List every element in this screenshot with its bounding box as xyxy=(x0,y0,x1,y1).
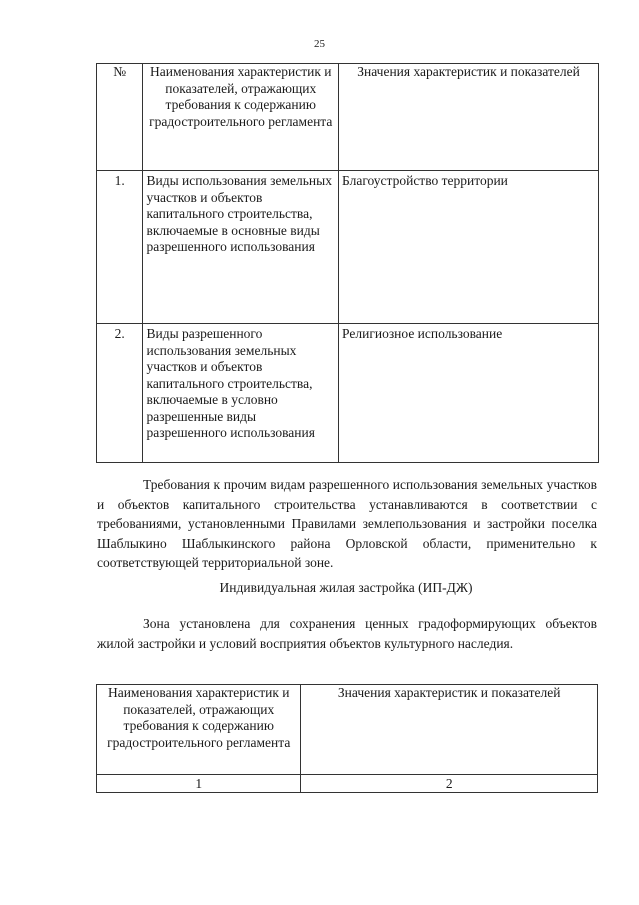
table-header-row xyxy=(97,685,598,775)
column-number: 2 xyxy=(301,775,598,793)
row-value: Благоустройство территории xyxy=(339,171,599,324)
row-name: Виды использования земельных участков и объектов капитального строительства, включаемые в основные виды разрешенного использования xyxy=(143,171,339,324)
page-number: 25 xyxy=(314,38,325,50)
table-row xyxy=(97,171,599,324)
row-value: Религиозное использование xyxy=(339,324,599,463)
header-num: № xyxy=(97,64,143,171)
header-value: Значения характеристик и показателей xyxy=(339,64,599,171)
column-numbering-row xyxy=(97,775,598,793)
row-num: 2. xyxy=(97,324,143,463)
header-name: Наименования характеристик и показателей, отражающих требования к содержанию градостроительного регламента xyxy=(97,685,301,775)
zone-table xyxy=(96,684,598,793)
column-number: 1 xyxy=(97,775,301,793)
table-row xyxy=(97,324,599,463)
table-header-row xyxy=(97,64,599,171)
zone-heading: Индивидуальная жилая застройка (ИП-ДЖ) xyxy=(219,580,473,595)
zone-description-paragraph: Зона установлена для сохранения ценных градоформирующих объектов жилой застройки и условий восприятия объектов культурного наследия. xyxy=(97,616,597,651)
row-name: Виды разрешенного использования земельных участков и объектов капитального строительства, включаемые в условно разрешенные виды разрешенного использования xyxy=(143,324,339,463)
header-value: Значения характеристик и показателей xyxy=(301,685,598,775)
header-name: Наименования характеристик и показателей, отражающих требования к содержанию градостроительного регламента xyxy=(143,64,339,171)
row-num: 1. xyxy=(97,171,143,324)
regulation-table xyxy=(96,63,599,463)
requirements-paragraph: Требования к прочим видам разрешенного использования земельных участков и объектов капитального строительства устанавливаются в соответствии с требованиями, установленными Правилами землепользования и застройки поселка Шаблыкино Шаблыкинского района Орловской области, применительно к соответствующей территориальной зоне. xyxy=(97,477,597,570)
